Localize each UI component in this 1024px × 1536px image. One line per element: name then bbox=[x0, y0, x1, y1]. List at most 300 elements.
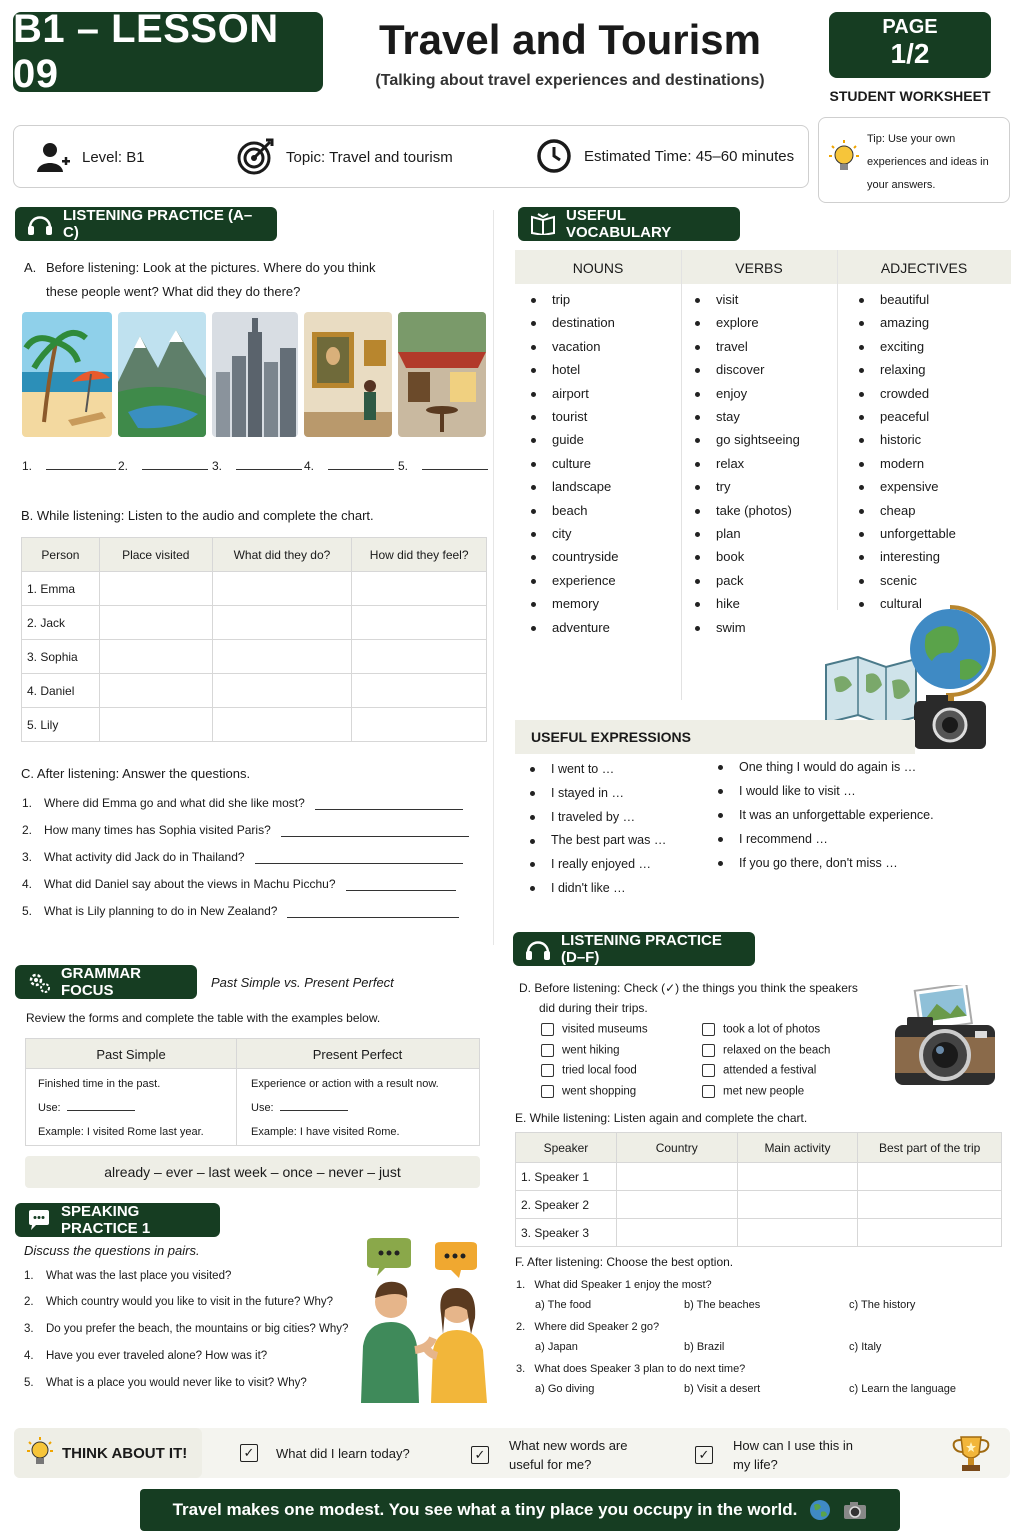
speaking-title-text: SPEAKING PRACTICE 1 bbox=[61, 1203, 151, 1237]
camera-icon bbox=[843, 1500, 867, 1520]
f-option[interactable]: c) The history bbox=[849, 1299, 916, 1311]
chart-e-speaker: 3. Speaker 3 bbox=[516, 1219, 617, 1247]
chart-b-person: 4. Daniel bbox=[22, 674, 100, 708]
chart-b-header: Person bbox=[22, 538, 100, 572]
f-option[interactable]: a) Japan bbox=[535, 1341, 578, 1353]
noun-item bbox=[531, 549, 618, 564]
bullet-dot bbox=[695, 555, 700, 560]
bullet-dot bbox=[695, 579, 700, 584]
verb-item-text: take (photos) bbox=[716, 502, 792, 518]
checkbox[interactable] bbox=[702, 1064, 715, 1077]
reflection-2[interactable] bbox=[471, 1436, 628, 1474]
think-title: THINK ABOUT IT! bbox=[62, 1444, 188, 1462]
chart-b bbox=[21, 537, 487, 742]
chart-e-cell[interactable] bbox=[858, 1191, 1002, 1219]
vocab-head-nouns: NOUNS bbox=[572, 260, 624, 276]
bullet-dot bbox=[859, 509, 864, 514]
bullet-dot bbox=[718, 789, 723, 794]
chart-b-person: 2. Jack bbox=[22, 606, 100, 640]
adjective-item bbox=[859, 526, 956, 541]
bullet-dot bbox=[531, 368, 536, 373]
bullet-dot bbox=[718, 837, 723, 842]
past-simple-use: Use: bbox=[38, 1102, 135, 1114]
bullet-dot bbox=[531, 321, 536, 326]
verb-item-text: swim bbox=[716, 619, 746, 635]
listening-df-title-text: LISTENING PRACTICE (D–F) bbox=[561, 932, 722, 966]
two-people-talking-illustration bbox=[355, 1238, 490, 1403]
f-option[interactable]: a) The food bbox=[535, 1299, 592, 1311]
present-perfect-use: Use: bbox=[251, 1102, 348, 1114]
noun-item-text: experience bbox=[552, 572, 616, 588]
chart-b-cell[interactable] bbox=[99, 708, 212, 742]
checkbox[interactable] bbox=[541, 1023, 554, 1036]
grammar-table bbox=[25, 1038, 480, 1146]
chart-b-cell[interactable] bbox=[212, 708, 352, 742]
noun-item bbox=[531, 432, 584, 447]
adjective-item-text: exciting bbox=[880, 338, 925, 354]
answer-line-4[interactable] bbox=[328, 469, 394, 470]
checklist-item-label: went hiking bbox=[562, 1044, 620, 1057]
chart-b-person: 3. Sophia bbox=[22, 640, 100, 674]
verb-item bbox=[695, 573, 743, 588]
answer-line[interactable] bbox=[287, 904, 459, 918]
time-words: already – ever – last week – once – never – just bbox=[104, 1164, 401, 1180]
bullet-dot bbox=[531, 579, 536, 584]
chart-e-cell[interactable] bbox=[737, 1219, 858, 1247]
chart-e bbox=[515, 1132, 1002, 1247]
adjective-item-text: amazing bbox=[880, 315, 930, 331]
checklist-item-label: attended a festival bbox=[723, 1064, 817, 1077]
checkbox[interactable] bbox=[702, 1023, 715, 1036]
reflection-1[interactable] bbox=[240, 1444, 410, 1462]
chart-e-header: Speaker bbox=[516, 1133, 617, 1163]
bullet-dot bbox=[530, 839, 535, 844]
verb-item-text: enjoy bbox=[716, 385, 748, 401]
chart-b-cell[interactable] bbox=[212, 572, 352, 606]
picture-museum bbox=[304, 312, 392, 437]
bullet-dot bbox=[695, 462, 700, 467]
chart-b-cell[interactable] bbox=[99, 640, 212, 674]
question-c5: 5. What is Lily planning to do in New Zealand? bbox=[22, 904, 459, 918]
chart-b-cell[interactable] bbox=[99, 572, 212, 606]
bullet-dot bbox=[531, 509, 536, 514]
answer-num-3: 3. bbox=[212, 459, 223, 473]
chart-b-cell[interactable] bbox=[352, 606, 487, 640]
topic-info bbox=[236, 138, 453, 176]
bullet-dot bbox=[530, 767, 535, 772]
noun-item-text: guide bbox=[552, 432, 584, 448]
noun-item bbox=[531, 339, 600, 354]
expressions-title: USEFUL EXPRESSIONS bbox=[531, 729, 692, 745]
chart-b-cell[interactable] bbox=[352, 708, 487, 742]
globe-icon bbox=[809, 1499, 831, 1521]
chart-b-cell[interactable] bbox=[352, 572, 487, 606]
adjective-item-text: unforgettable bbox=[880, 526, 956, 541]
expression-item bbox=[530, 762, 614, 776]
bullet-dot bbox=[530, 886, 535, 891]
bullet-dot bbox=[695, 321, 700, 326]
task-a-line1: Before listening: Look at the pictures. Where do you think bbox=[46, 260, 376, 275]
chart-b-cell[interactable] bbox=[212, 640, 352, 674]
answer-line-5[interactable] bbox=[422, 469, 488, 470]
past-simple-example: Example: I visited Rome last year. bbox=[38, 1126, 204, 1138]
checklist-item-label: took a lot of photos bbox=[723, 1023, 821, 1036]
noun-item bbox=[531, 620, 610, 635]
level-info bbox=[36, 140, 145, 174]
noun-item-text: hotel bbox=[552, 362, 581, 378]
chart-b-cell[interactable] bbox=[352, 640, 487, 674]
expression-item bbox=[530, 833, 666, 847]
bullet-dot bbox=[718, 813, 723, 818]
answer-line[interactable] bbox=[255, 850, 463, 864]
verb-item bbox=[695, 362, 764, 377]
adjective-item-text: crowded bbox=[880, 385, 930, 401]
verb-item bbox=[695, 503, 792, 518]
check-icon: ✓ bbox=[695, 1446, 713, 1464]
bullet-dot bbox=[695, 626, 700, 631]
chart-b-cell[interactable] bbox=[352, 674, 487, 708]
checklist-item-label: met new people bbox=[723, 1085, 805, 1098]
adjective-item-text: cultural bbox=[880, 596, 922, 612]
task-f-text: F. After listening: Choose the best option. bbox=[515, 1255, 734, 1269]
verb-item-text: explore bbox=[716, 315, 759, 331]
adjective-item-text: modern bbox=[880, 455, 925, 471]
expression-item-text: I traveled by … bbox=[551, 809, 636, 824]
answer-line-1[interactable] bbox=[46, 469, 116, 470]
verb-item bbox=[695, 292, 738, 307]
chart-b-header: How did they feel? bbox=[352, 538, 487, 572]
present-perfect-example: Example: I have visited Rome. bbox=[251, 1126, 400, 1138]
use-answer-line[interactable] bbox=[280, 1110, 348, 1111]
f-option[interactable]: b) Brazil bbox=[684, 1341, 725, 1353]
checklist-item[interactable] bbox=[702, 1064, 816, 1077]
verb-item bbox=[695, 479, 730, 494]
bullet-dot bbox=[695, 485, 700, 490]
bullet-dot bbox=[695, 509, 700, 514]
bullet-dot bbox=[531, 415, 536, 420]
checklist-item[interactable] bbox=[702, 1023, 820, 1036]
adjective-item-text: relaxing bbox=[880, 362, 926, 378]
bullet-dot bbox=[695, 532, 700, 537]
noun-item-text: memory bbox=[552, 596, 599, 612]
verb-item bbox=[695, 432, 800, 447]
vocab-head-adjectives: ADJECTIVES bbox=[880, 260, 968, 276]
picture-beach bbox=[22, 312, 112, 437]
adjective-item bbox=[859, 573, 917, 588]
bullet-dot bbox=[859, 345, 864, 350]
headphones-icon bbox=[525, 937, 551, 961]
chart-b-cell[interactable] bbox=[212, 606, 352, 640]
expression-item bbox=[718, 832, 828, 846]
bullet-dot bbox=[859, 298, 864, 303]
adjective-item-text: beautiful bbox=[880, 292, 930, 307]
checkbox[interactable] bbox=[702, 1085, 715, 1098]
noun-item-text: beach bbox=[552, 502, 588, 518]
expression-item bbox=[530, 810, 635, 824]
bullet-dot bbox=[859, 392, 864, 397]
reflection-3-line2: my life? bbox=[733, 1457, 778, 1472]
f-option[interactable]: c) Italy bbox=[849, 1341, 882, 1353]
expression-item-text: It was an unforgettable experience. bbox=[739, 808, 934, 822]
expression-item bbox=[718, 760, 916, 774]
verb-item bbox=[695, 526, 741, 541]
noun-item bbox=[531, 409, 587, 424]
noun-item bbox=[531, 503, 587, 518]
present-perfect-definition: Experience or action with a result now. bbox=[251, 1078, 439, 1090]
task-b-text: B. While listening: Listen to the audio and complete the chart. bbox=[21, 508, 374, 523]
verb-item bbox=[695, 596, 740, 611]
gears-icon bbox=[27, 970, 51, 994]
expression-item-text: I went to … bbox=[551, 762, 615, 776]
answer-num-5: 5. bbox=[398, 459, 409, 473]
f-option[interactable]: a) Go diving bbox=[535, 1383, 595, 1395]
listening-ac-title-text: LISTENING PRACTICE (A–C) bbox=[63, 207, 253, 241]
chart-e-header: Best part of the trip bbox=[858, 1133, 1002, 1163]
verb-item bbox=[695, 339, 748, 354]
bullet-dot bbox=[695, 298, 700, 303]
verb-item-text: travel bbox=[716, 338, 748, 354]
task-d-text: D. Before listening: Check (✓) the things you think the speakers did during their trips. bbox=[519, 981, 858, 1015]
bullet-dot bbox=[531, 485, 536, 490]
speaking-question: 2. Which country would you like to visit in the future? Why? bbox=[24, 1296, 333, 1308]
book-icon bbox=[530, 213, 556, 235]
past-simple-definition: Finished time in the past. bbox=[38, 1078, 161, 1090]
bullet-dot bbox=[859, 368, 864, 373]
answer-line-3[interactable] bbox=[236, 469, 302, 470]
verb-item-text: visit bbox=[716, 292, 739, 307]
adjective-item-text: scenic bbox=[880, 572, 917, 588]
lesson-badge bbox=[13, 7, 323, 96]
chart-b-cell[interactable] bbox=[212, 674, 352, 708]
bullet-dot bbox=[531, 345, 536, 350]
think-title-box bbox=[14, 1428, 202, 1478]
speaking-question: 4. Have you ever traveled alone? How was it? bbox=[24, 1350, 268, 1362]
adjective-item-text: peaceful bbox=[880, 409, 930, 424]
tip-text: Tip: Use your own experiences and ideas in your answers. bbox=[867, 133, 989, 191]
noun-item-text: destination bbox=[552, 315, 615, 331]
reflection-3-line1: How can I use this in bbox=[733, 1438, 853, 1453]
noun-item bbox=[531, 526, 572, 541]
checkbox[interactable] bbox=[702, 1044, 715, 1057]
use-answer-line[interactable] bbox=[67, 1110, 135, 1111]
checklist-item-label: relaxed on the beach bbox=[723, 1044, 831, 1057]
checkbox[interactable] bbox=[541, 1044, 554, 1057]
vocabulary-title bbox=[518, 207, 740, 241]
bullet-dot bbox=[695, 392, 700, 397]
noun-item bbox=[531, 456, 591, 471]
chart-e-cell[interactable] bbox=[616, 1163, 737, 1191]
vocabulary-title-text: USEFUL VOCABULARY bbox=[566, 207, 672, 241]
camera-photo-illustration bbox=[893, 985, 998, 1087]
reflection-1-text: What did I learn today? bbox=[276, 1445, 410, 1461]
checkbox[interactable] bbox=[541, 1085, 554, 1098]
clock-icon bbox=[536, 138, 572, 174]
expression-item-text: I stayed in … bbox=[551, 785, 624, 800]
f-question-2: 2. Where did Speaker 2 go? bbox=[516, 1321, 660, 1333]
expression-item bbox=[530, 786, 624, 800]
chart-e-cell[interactable] bbox=[616, 1219, 737, 1247]
page-badge bbox=[829, 12, 991, 78]
chart-b-cell[interactable] bbox=[99, 606, 212, 640]
bullet-dot bbox=[859, 415, 864, 420]
bullet-dot bbox=[695, 415, 700, 420]
f-option[interactable]: b) Visit a desert bbox=[684, 1383, 761, 1395]
time-text: Estimated Time: 45–60 minutes bbox=[584, 147, 795, 165]
chart-e-header: Main activity bbox=[737, 1133, 858, 1163]
f-option[interactable]: b) The beaches bbox=[684, 1299, 761, 1311]
lesson-label: B1 – LESSON 09 bbox=[13, 7, 279, 96]
noun-item-text: countryside bbox=[552, 549, 619, 565]
task-a-line2: these people went? What did they do there? bbox=[46, 284, 301, 299]
chart-b-cell[interactable] bbox=[99, 674, 212, 708]
checklist-item-label: went shopping bbox=[562, 1085, 637, 1098]
bullet-dot bbox=[531, 626, 536, 631]
bullet-dot bbox=[695, 368, 700, 373]
adjective-item bbox=[859, 339, 924, 354]
expression-item-text: I really enjoyed … bbox=[551, 857, 652, 872]
answer-line-2[interactable] bbox=[142, 469, 208, 470]
verb-item-text: relax bbox=[716, 455, 745, 471]
noun-item-text: tourist bbox=[552, 409, 588, 424]
checklist-item[interactable] bbox=[541, 1023, 648, 1036]
checklist-item[interactable] bbox=[702, 1085, 804, 1098]
question-c4: 4. What did Daniel say about the views in Machu Picchu? bbox=[22, 877, 456, 891]
checklist-item[interactable] bbox=[702, 1044, 830, 1057]
page-title: Travel and Tourism bbox=[379, 16, 761, 63]
adjective-item bbox=[859, 456, 924, 471]
level-text: Level: B1 bbox=[82, 148, 145, 166]
noun-item bbox=[531, 315, 615, 330]
adjective-item bbox=[859, 292, 929, 307]
bullet-dot bbox=[531, 298, 536, 303]
bullet-dot bbox=[531, 555, 536, 560]
bullet-dot bbox=[859, 485, 864, 490]
bullet-dot bbox=[859, 321, 864, 326]
bullet-dot bbox=[531, 532, 536, 537]
noun-item-text: city bbox=[552, 526, 572, 541]
question-c1: 1. Where did Emma go and what did she like most? bbox=[22, 796, 463, 810]
verb-item-text: hike bbox=[716, 596, 740, 612]
vocab-divider bbox=[681, 250, 682, 700]
bullet-dot bbox=[695, 438, 700, 443]
adjective-item bbox=[859, 549, 940, 564]
adjective-item bbox=[859, 386, 929, 401]
verb-item-text: plan bbox=[716, 526, 741, 541]
noun-item-text: trip bbox=[552, 292, 571, 307]
noun-item-text: airport bbox=[552, 385, 589, 401]
bullet-dot bbox=[718, 861, 723, 866]
past-simple-header: Past Simple bbox=[96, 1047, 166, 1062]
chart-b-header: Place visited bbox=[99, 538, 212, 572]
bullet-dot bbox=[530, 862, 535, 867]
answer-num-4: 4. bbox=[304, 459, 315, 473]
noun-item-text: landscape bbox=[552, 479, 612, 495]
time-info bbox=[536, 138, 794, 174]
time-words-bar bbox=[25, 1156, 480, 1188]
answer-line[interactable] bbox=[346, 877, 456, 891]
checkbox[interactable] bbox=[541, 1064, 554, 1077]
task-a-text bbox=[24, 256, 376, 304]
bullet-dot bbox=[531, 462, 536, 467]
verb-item-text: try bbox=[716, 479, 731, 495]
speaking-title bbox=[15, 1203, 220, 1237]
expression-item bbox=[718, 784, 856, 798]
expression-item-text: One thing I would do again is … bbox=[739, 760, 917, 774]
speaking-question: 3. Do you prefer the beach, the mountains or big cities? Why? bbox=[24, 1323, 349, 1335]
check-icon: ✓ bbox=[240, 1444, 258, 1462]
reflection-2-line2: useful for me? bbox=[509, 1457, 592, 1472]
info-bar bbox=[13, 125, 809, 188]
listening-ac-title bbox=[15, 207, 277, 241]
verb-item-text: stay bbox=[716, 409, 740, 424]
grammar-intro: Review the forms and complete the table with the examples below. bbox=[26, 1011, 381, 1025]
chart-e-cell[interactable] bbox=[737, 1191, 858, 1219]
expression-item bbox=[718, 856, 898, 870]
speaking-intro: Discuss the questions in pairs. bbox=[24, 1243, 200, 1258]
bullet-dot bbox=[859, 532, 864, 537]
bullet-dot bbox=[859, 462, 864, 467]
verb-item bbox=[695, 549, 744, 564]
grammar-subtitle: Past Simple vs. Present Perfect bbox=[211, 975, 394, 990]
speaking-question: 5. What is a place you would never like to visit? Why? bbox=[24, 1377, 307, 1389]
checklist-item[interactable] bbox=[541, 1044, 620, 1057]
divider-left bbox=[493, 210, 494, 945]
f-option[interactable]: c) Learn the language bbox=[849, 1383, 957, 1395]
adjective-item-text: cheap bbox=[880, 502, 916, 518]
worksheet-label: STUDENT WORKSHEET bbox=[829, 88, 991, 104]
verb-item bbox=[695, 409, 740, 424]
lightbulb-icon bbox=[827, 138, 861, 178]
verb-item-text: pack bbox=[716, 572, 744, 588]
bullet-dot bbox=[859, 579, 864, 584]
expression-item bbox=[718, 808, 934, 822]
question-c3: 3. What activity did Jack do in Thailand? bbox=[22, 850, 463, 864]
answer-line[interactable] bbox=[281, 823, 469, 837]
chart-e-header: Country bbox=[616, 1133, 737, 1163]
expression-item-text: If you go there, don't miss … bbox=[739, 856, 898, 870]
checklist-item[interactable] bbox=[541, 1085, 636, 1098]
adjective-item-text: historic bbox=[880, 432, 922, 448]
noun-item bbox=[531, 292, 570, 307]
noun-item bbox=[531, 362, 580, 377]
checklist-item-label: tried local food bbox=[562, 1064, 637, 1077]
chart-e-cell[interactable] bbox=[737, 1163, 858, 1191]
reflection-3[interactable] bbox=[695, 1436, 853, 1474]
chart-e-cell[interactable] bbox=[858, 1163, 1002, 1191]
bullet-dot bbox=[531, 392, 536, 397]
grammar-title bbox=[15, 965, 197, 999]
checklist-item[interactable] bbox=[541, 1064, 637, 1077]
verb-item bbox=[695, 386, 747, 401]
expression-item bbox=[530, 881, 626, 895]
chart-e-cell[interactable] bbox=[616, 1191, 737, 1219]
chart-b-person: 1. Emma bbox=[22, 572, 100, 606]
bullet-dot bbox=[530, 791, 535, 796]
verb-item-text: go sightseeing bbox=[716, 432, 800, 448]
verb-item bbox=[695, 456, 744, 471]
vocab-head-verbs: VERBS bbox=[735, 260, 783, 276]
chart-e-cell[interactable] bbox=[858, 1219, 1002, 1247]
noun-item-text: adventure bbox=[552, 619, 610, 635]
target-icon bbox=[236, 138, 274, 176]
adjective-item bbox=[859, 432, 921, 447]
verb-item bbox=[695, 315, 759, 330]
verb-item-text: book bbox=[716, 549, 745, 565]
present-perfect-header: Present Perfect bbox=[312, 1047, 403, 1062]
vocab-divider bbox=[837, 250, 838, 610]
adjective-item bbox=[859, 503, 915, 518]
answer-line[interactable] bbox=[315, 796, 463, 810]
